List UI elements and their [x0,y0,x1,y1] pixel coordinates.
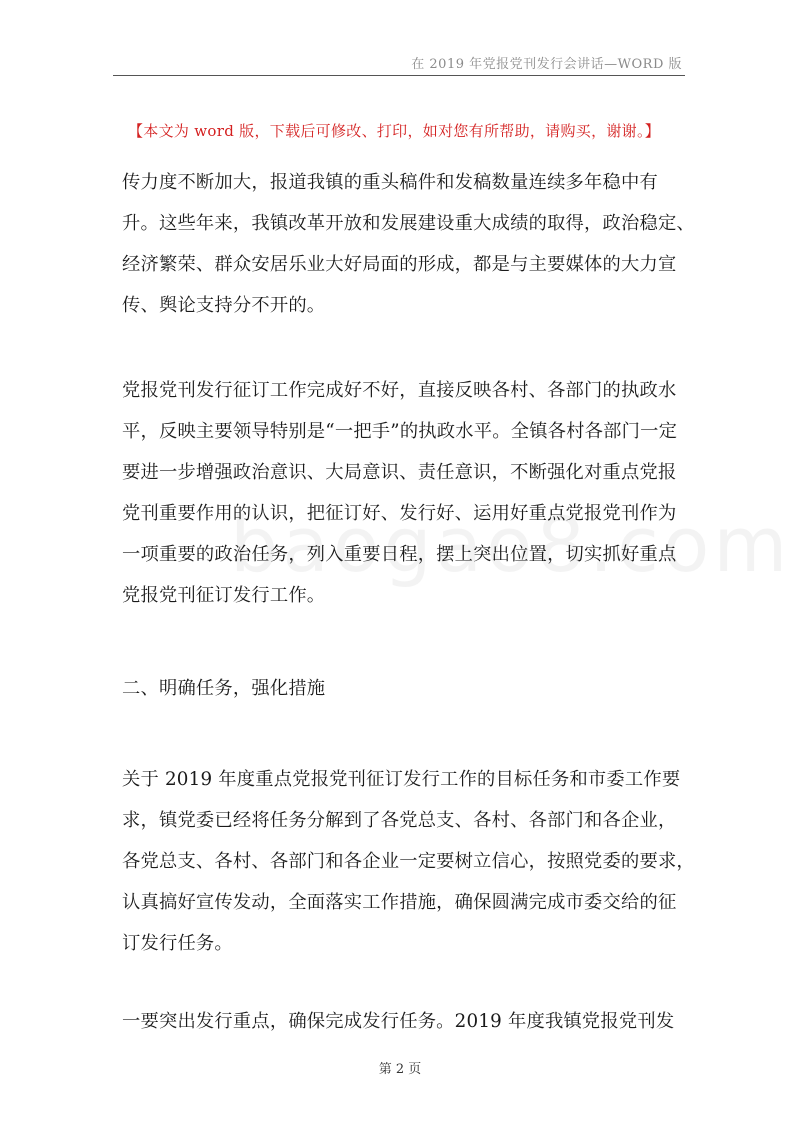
page-number: 第 2 页 [378,1062,422,1077]
paragraph [122,370,682,616]
paragraph-line: 传力度不断加大，报道我镇的重头稿件和发稿数量连续多年稳中有 [122,172,658,193]
paragraph-line: 一项重要的政治任务，列入重要日程，摆上突出位置，切实抓好重点 [122,544,677,565]
paragraph-line: 要进一步增强政治意识、大局意识、责任意识，不断强化对重点党报 [122,462,677,483]
paragraph [122,759,695,964]
paragraph-line: 党报党刊发行征订工作完成好不好，直接反映各村、各部门的执政水 [122,380,677,401]
paragraph-line: 一要突出发行重点，确保完成发行任务。2019 年度我镇党报党刊发 [122,1011,675,1032]
header-divider [113,75,685,76]
running-header: 在 2019 年党报党刊发行会讲话—WORD 版 [411,57,682,72]
paragraph-line: 各党总支、各村、各部门和各企业一定要树立信心，按照党委的要求， [122,851,695,872]
paragraph-line: 传、舆论支持分不开的。 [122,295,326,316]
paragraph-line: 党刊重要作用的认识，把征订好、发行好、运用好重点党报党刊作为 [122,503,677,524]
section-heading [122,668,682,709]
paragraph-line: 平，反映主要领导特别是“一把手”的执政水平。全镇各村各部门一定 [122,421,678,442]
paragraph-line: 关于 2019 年度重点党报党刊征订发行工作的目标任务和市委工作要 [122,769,681,790]
paragraph [122,1001,682,1042]
paragraph-line: 经济繁荣、群众安居乐业大好局面的形成，都是与主要媒体的大力宣 [122,254,677,275]
section-heading-text: 二、明确任务，强化措施 [122,678,326,699]
paragraph [122,162,695,326]
paragraph-line: 党报党刊征订发行工作。 [122,585,326,606]
paragraph-line: 求，镇党委已经将任务分解到了各党总支、各村、各部门和各企业， [122,810,677,831]
download-notice: 【本文为 word 版，下载后可修改、打印，如对您有所帮助，请购买，谢谢。】 [128,122,661,140]
paragraph-line: 认真搞好宣传发动，全面落实工作措施，确保圆满完成市委交给的征 [122,892,677,913]
paragraph-line: 升。这些年来，我镇改革开放和发展建设重大成绩的取得，政治稳定、 [122,213,695,234]
paragraph-line: 订发行任务。 [122,933,233,954]
